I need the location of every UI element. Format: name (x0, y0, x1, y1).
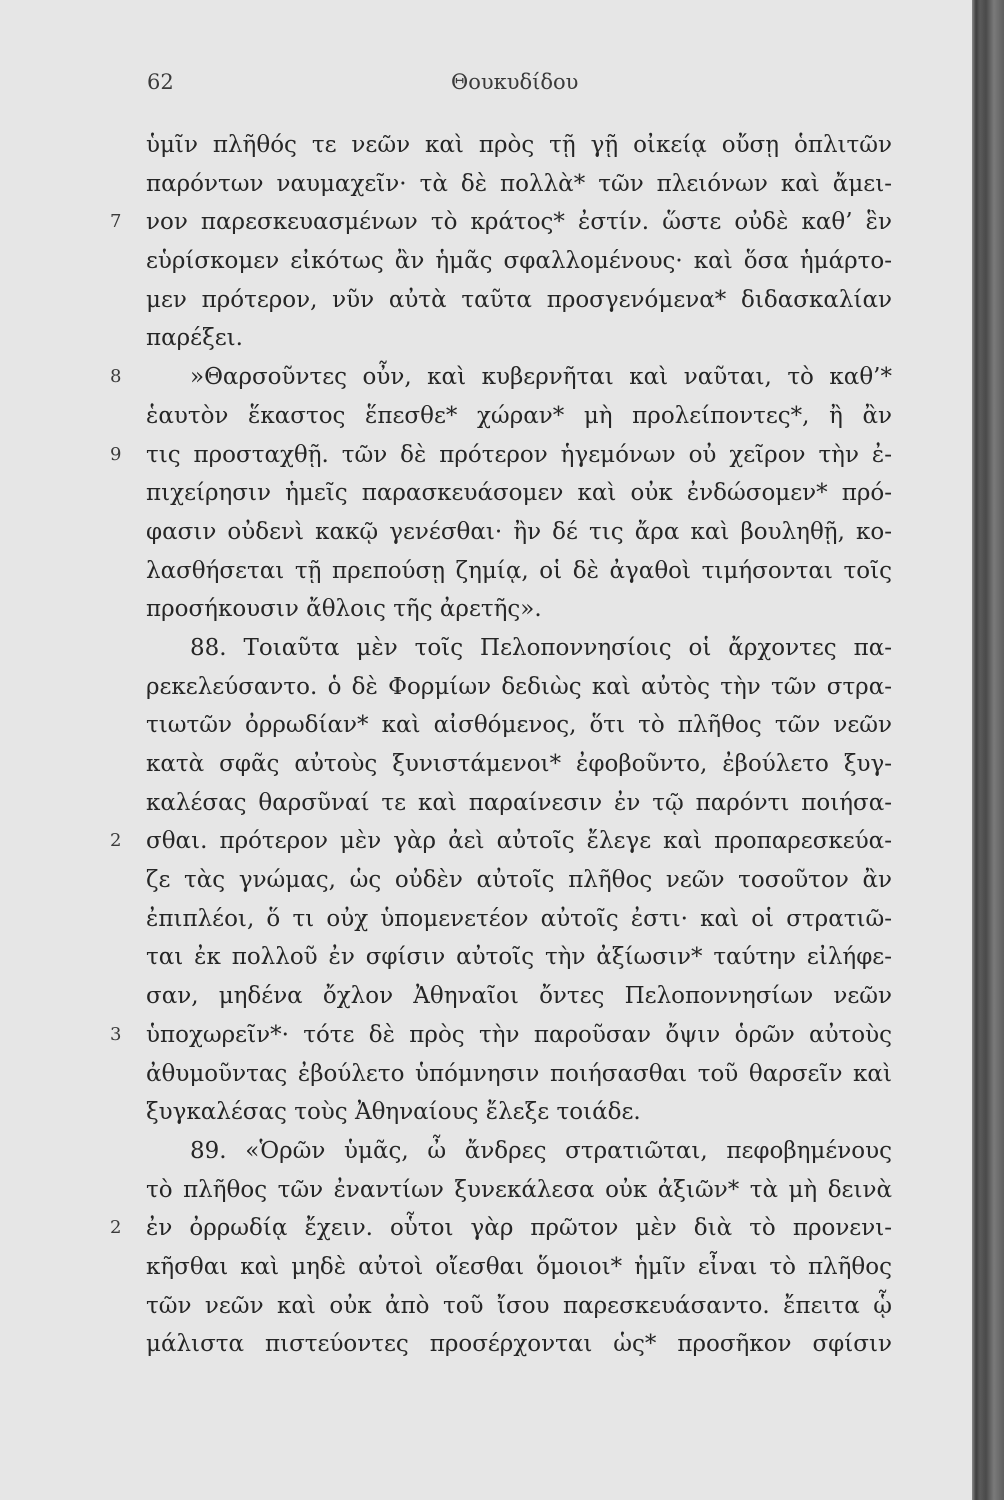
text-line (110, 397, 910, 436)
margin-section-number: 9 (110, 443, 122, 465)
line-text: σαν, μηδένα ὄχλον Ἀθηναῖοι ὄντες Πελοποννησίων νεῶν (146, 983, 892, 1010)
line-text: ρεκελεύσαντο. ὁ δὲ Φορμίων δεδιὼς καὶ αὐτὸς τὴν τῶν στρα- (146, 673, 892, 700)
text-line (110, 784, 910, 823)
line-text: ὑποχωρεῖν*· τότε δὲ πρὸς τὴν παροῦσαν ὄψιν ὁρῶν αὐτοὺς (146, 1021, 892, 1048)
text-line (110, 165, 910, 204)
line-text: φασιν οὐδενὶ κακῷ γενέσθαι· ἢν δέ τις ἄρα καὶ βουληθῇ, κο- (146, 518, 892, 545)
line-text: τὸ πλῆθος τῶν ἐναντίων ξυνεκάλεσα οὐκ ἀξιῶν* τὰ μὴ δεινὰ (146, 1176, 892, 1203)
text-line (110, 1248, 910, 1287)
line-text: καλέσας θαρσῦναί τε καὶ παραίνεσιν ἐν τῷ παρόντι ποιήσα- (146, 789, 892, 816)
line-text: κῆσθαι καὶ μηδὲ αὐτοὶ οἴεσθαι ὅμοιοι* ἡμῖν εἶναι τὸ πλῆθος (146, 1253, 892, 1280)
text-line (110, 319, 910, 358)
line-text: ἐν ὀρρωδίᾳ ἔχειν. οὗτοι γὰρ πρῶτον μὲν διὰ τὸ προνενι- (146, 1215, 892, 1242)
margin-section-number: 8 (110, 366, 122, 388)
line-text: εὑρίσκομεν εἰκότως ἂν ἡμᾶς σφαλλομένους· καὶ ὅσα ἡμάρτο- (146, 248, 892, 275)
line-text: πιχείρησιν ἡμεῖς παρασκευάσομεν καὶ οὐκ ἐνδώσομεν* πρό- (146, 480, 892, 507)
line-text: ἐπιπλέοι, ὅ τι οὐχ ὑπομενετέον αὐτοῖς ἐστι· καὶ οἱ στρατιῶ- (146, 905, 892, 932)
margin-section-number: 2 (110, 830, 122, 852)
text-line (110, 126, 910, 165)
text-line (110, 629, 910, 668)
text-line (110, 203, 910, 242)
text-line (110, 436, 910, 475)
text-line (110, 1093, 910, 1132)
line-text: παρόντων ναυμαχεῖν· τὰ δὲ πολλὰ* τῶν πλειόνων καὶ ἄμει- (146, 170, 892, 197)
text-line (110, 1055, 910, 1094)
text-line (110, 474, 910, 513)
line-text: κατὰ σφᾶς αὐτοὺς ξυνιστάμενοι* ἐφοβοῦντο, ἐβούλετο ξυγ- (146, 751, 892, 777)
line-text: προσήκουσιν ἄθλοις τῆς ἀρετῆς». (146, 596, 542, 623)
book-spine-edge (972, 0, 1004, 1500)
text-line (110, 552, 910, 591)
text-line (110, 281, 910, 320)
text-line (110, 513, 910, 552)
line-text: ζε τὰς γνώμας, ὡς οὐδὲν αὐτοῖς πλῆθος νεῶν τοσοῦτον ἂν (146, 867, 892, 894)
text-line (110, 938, 910, 977)
line-text: ξυγκαλέσας τοὺς Ἀθηναίους ἔλεξε τοιάδε. (146, 1099, 641, 1126)
line-text: ὑμῖν πλῆθός τε νεῶν καὶ πρὸς τῇ γῇ οἰκείᾳ οὔσῃ ὁπλιτῶν (146, 132, 892, 158)
line-text: ἑαυτὸν ἕκαστος ἕπεσθε* χώραν* μὴ προλείποντες*, ἢ ἂν (146, 402, 892, 429)
text-line (110, 590, 910, 629)
line-text: λασθήσεται τῇ πρεπούσῃ ζημίᾳ, οἱ δὲ ἀγαθοὶ τιμήσονται τοῖς (146, 557, 892, 584)
text-line (110, 1016, 910, 1055)
text-line (110, 242, 910, 281)
line-text: ἀθυμοῦντας ἐβούλετο ὑπόμνησιν ποιήσασθαι τοῦ θαρσεῖν καὶ (146, 1060, 892, 1087)
line-text: 89. «Ὁρῶν ὑμᾶς, ὦ ἄνδρες στρατιῶται, πεφοβημένους (190, 1137, 892, 1164)
text-line (110, 977, 910, 1016)
text-line (110, 1209, 910, 1248)
line-text: τις προσταχθῇ. τῶν δὲ πρότερον ἡγεμόνων οὐ χεῖρον τὴν ἐ- (146, 441, 892, 468)
text-line (110, 668, 910, 707)
line-text: παρέξει. (146, 325, 243, 352)
line-text: 88. Τοιαῦτα μὲν τοῖς Πελοποννησίοις οἱ ἄρχοντες πα- (190, 634, 892, 661)
line-text: τῶν νεῶν καὶ οὐκ ἀπὸ τοῦ ἴσου παρεσκευάσαντο. ἔπειτα ᾧ (146, 1292, 892, 1319)
text-line (110, 1132, 910, 1171)
line-text: νον παρεσκευασμένων τὸ κράτος* ἐστίν. ὥστε οὐδὲ καθ’ ἓν (146, 209, 892, 236)
page-number: 62 (147, 70, 174, 94)
text-line (110, 822, 910, 861)
line-text: ται ἐκ πολλοῦ ἐν σφίσιν αὐτοῖς τὴν ἀξίωσιν* ταύτην εἰλήφε- (146, 944, 892, 971)
text-line (110, 900, 910, 939)
margin-section-number: 2 (110, 1217, 122, 1239)
text-line (110, 745, 910, 784)
line-text: τιωτῶν ὀρρωδίαν* καὶ αἰσθόμενος, ὅτι τὸ πλῆθος τῶν νεῶν (146, 712, 892, 739)
text-body (110, 126, 910, 1364)
page-header (0, 70, 972, 104)
line-text: μάλιστα πιστεύοντες προσέρχονται ὡς* προσῆκον σφίσιν (146, 1331, 892, 1358)
text-line (110, 1325, 910, 1364)
line-text: μεν πρότερον, νῦν αὐτὰ ταῦτα προσγενόμενα* διδασκαλίαν (146, 286, 892, 313)
text-line (110, 861, 910, 900)
text-line (110, 1171, 910, 1210)
running-title: Θουκυδίδου (451, 70, 579, 94)
line-text: σθαι. πρότερον μὲν γὰρ ἀεὶ αὐτοῖς ἔλεγε καὶ προπαρεσκεύα- (146, 828, 892, 855)
text-line (110, 1287, 910, 1326)
line-text: »Θαρσοῦντες οὖν, καὶ κυβερνῆται καὶ ναῦται, τὸ καθ’* (190, 364, 892, 391)
margin-section-number: 3 (110, 1023, 122, 1045)
text-line (110, 358, 910, 397)
margin-section-number: 7 (110, 211, 122, 233)
text-line (110, 706, 910, 745)
